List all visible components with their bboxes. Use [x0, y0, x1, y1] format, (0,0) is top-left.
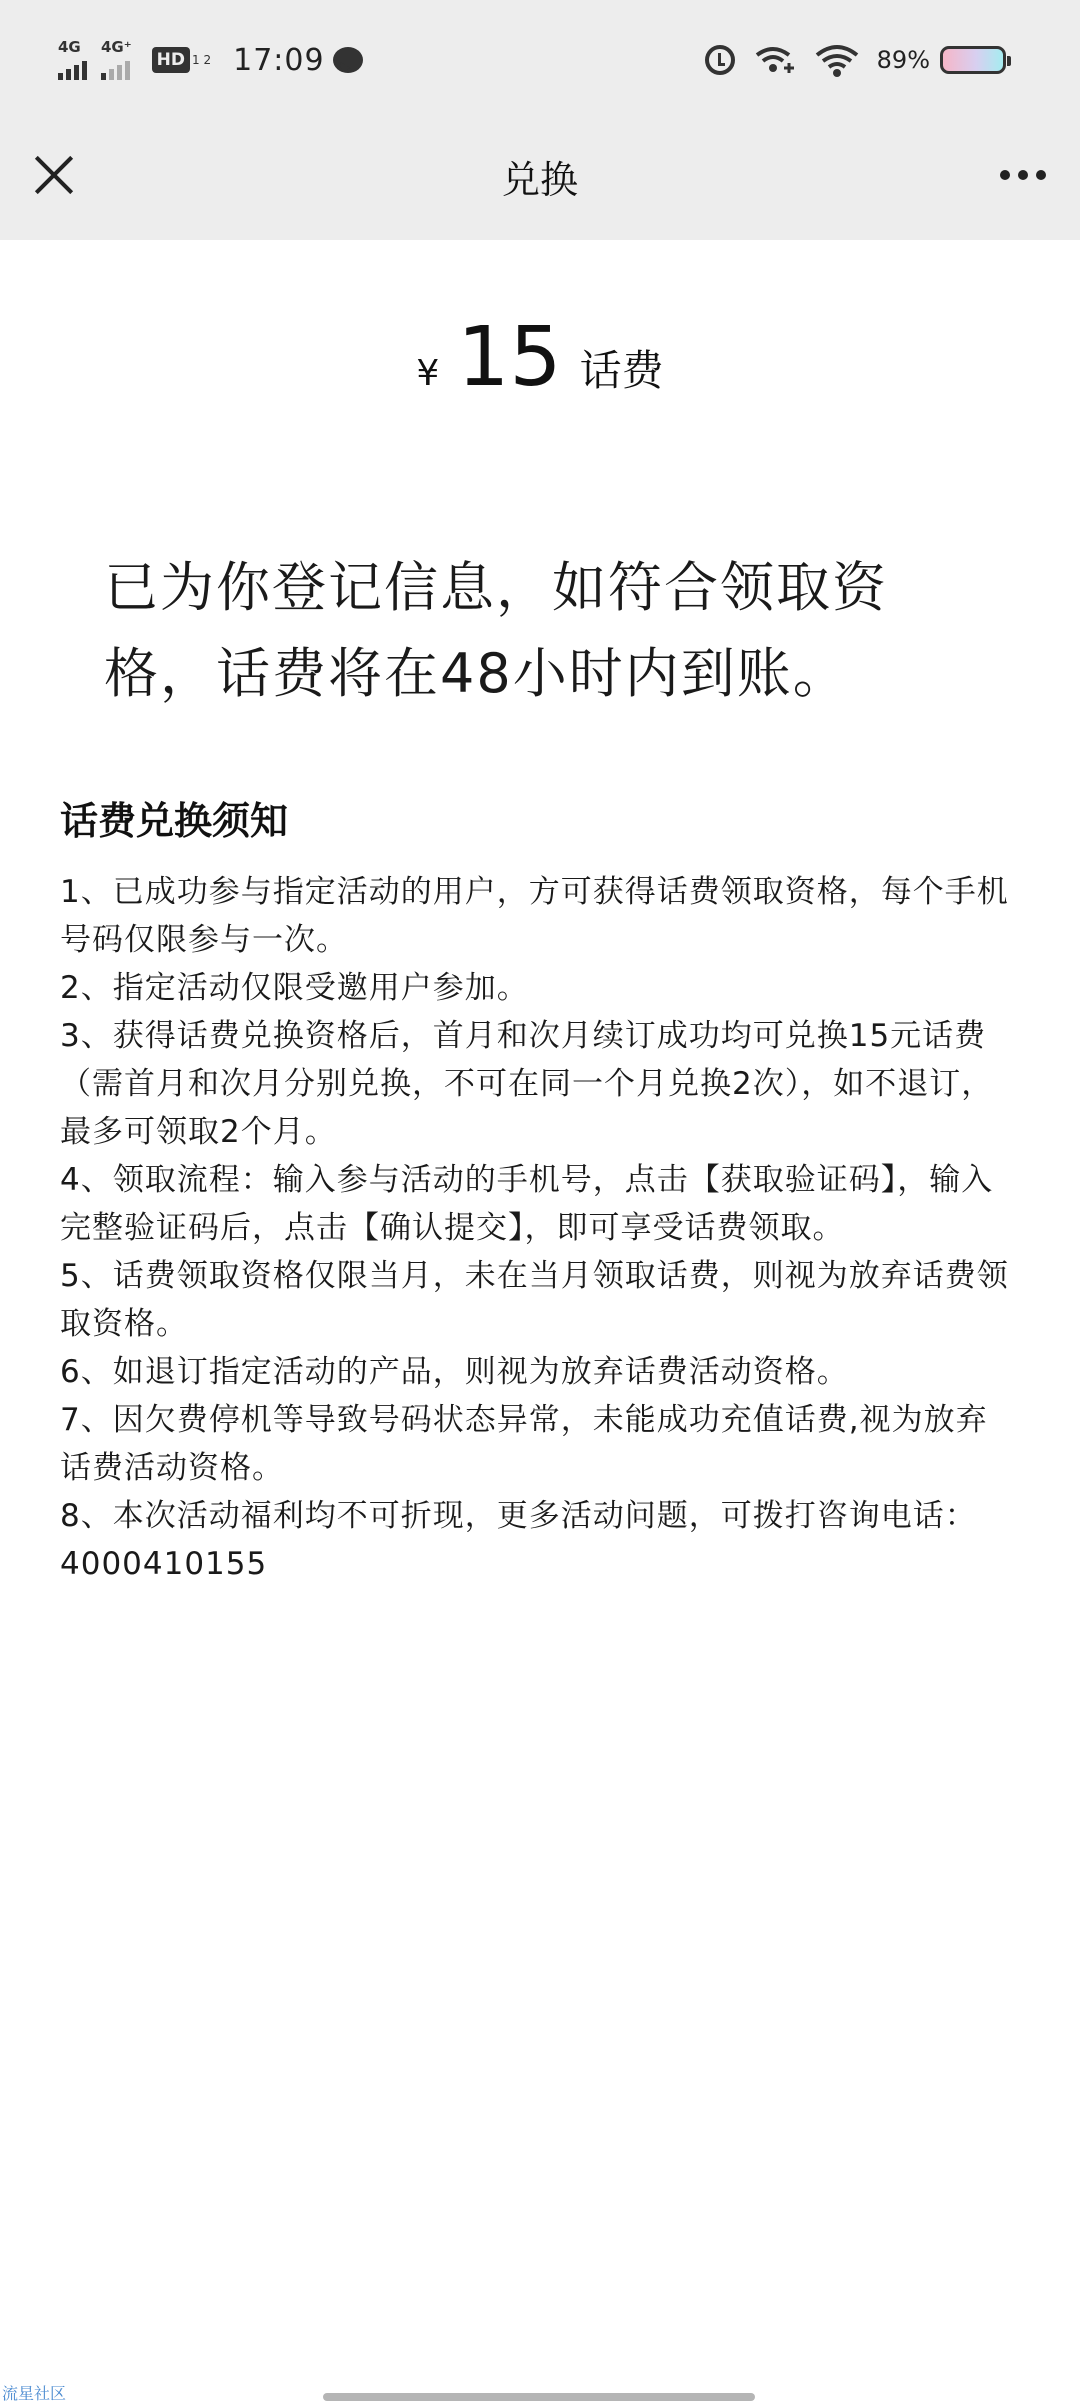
signal-indicator-1 [58, 40, 87, 80]
reward-value: 15 [457, 310, 562, 405]
message-icon [333, 47, 363, 73]
nav-bar [0, 120, 1080, 240]
rule-item: 7、因欠费停机等导致号码状态异常，未能成功充值话费,视为放弃话费活动资格。 [60, 1402, 988, 1486]
rule-item: 3、获得话费兑换资格后，首月和次月续订成功均可兑换15元话费（需首月和次月分别兑换，不可在同一个月兑换2次），如不退订，最多可领取2个月。 [60, 1018, 994, 1150]
signal-label-1: 4G [58, 38, 81, 56]
signal-bars-icon [58, 58, 87, 80]
battery-icon [940, 46, 1006, 74]
rule-item: 5、话费领取资格仅限当月，未在当月领取话费，则视为放弃话费领取资格。 [60, 1258, 1009, 1342]
battery-percent: 89% [876, 46, 930, 74]
status-right [705, 36, 930, 84]
alarm-icon [705, 45, 735, 75]
signal-label-2: 4G⁺ [101, 38, 132, 56]
registration-notice: 已为你登记信息，如符合领取资格，话费将在48小时内到账。 [104, 556, 888, 705]
wifi-hotspot-icon [753, 43, 797, 77]
more-options-icon[interactable] [1000, 170, 1046, 180]
rule-item: 4、领取流程：输入参与活动的手机号，点击【获取验证码】，输入完整验证码后，点击【确认提交】，即可享受话费领取。 [60, 1162, 994, 1246]
signal-bars-weak-icon [101, 58, 130, 80]
rules-list [60, 868, 1018, 1588]
rules-title: 话费兑换须知 [60, 799, 289, 843]
hd-voice-icon: HD [152, 47, 190, 73]
page-title: 兑换 [501, 158, 578, 202]
rule-item: 1、已成功参与指定活动的用户，方可获得话费领取资格，每个手机号码仅限参与一次。 [60, 874, 1009, 958]
hd-sim-label: 1 2 [192, 53, 212, 67]
watermark: 流星社区 [2, 2384, 67, 2403]
status-time: 17:09 [233, 42, 325, 78]
currency-symbol: ¥ [416, 353, 440, 394]
status-left [58, 36, 363, 84]
rule-item: 2、指定活动仅限受邀用户参加。 [60, 970, 529, 1006]
status-bar [0, 0, 1080, 120]
signal-indicator-2 [101, 40, 132, 80]
home-indicator[interactable] [323, 2393, 755, 2401]
rule-item: 6、如退订指定活动的产品，则视为放弃话费活动资格。 [60, 1354, 849, 1390]
reward-amount [0, 310, 1080, 405]
reward-unit: 话费 [579, 346, 664, 395]
wifi-icon [815, 43, 859, 77]
rule-item: 8、本次活动福利均不可折现，更多活动问题，可拨打咨询电话：4000410155 [60, 1498, 977, 1582]
